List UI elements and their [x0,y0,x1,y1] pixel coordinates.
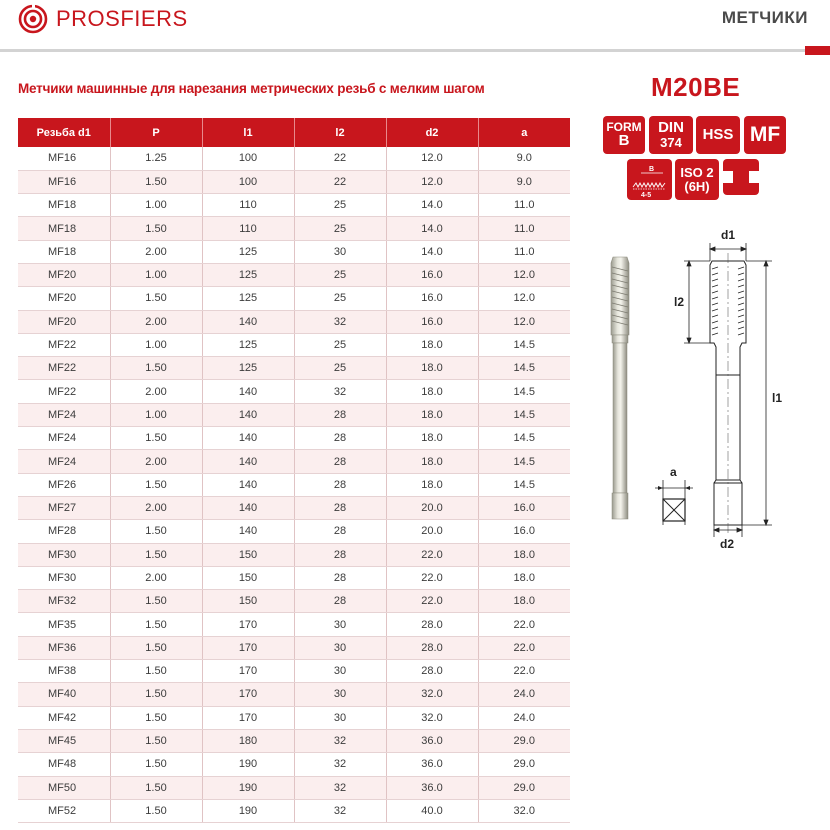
table-cell: 28 [294,590,386,613]
label-l2: l2 [674,295,685,309]
table-cell: 18.0 [478,566,570,589]
column-header: P [110,118,202,147]
table-row [18,357,570,380]
table-row [18,799,570,822]
table-cell: 18.0 [386,450,478,473]
table-cell: 25 [294,287,386,310]
table-cell: 1.50 [110,683,202,706]
table-cell: 14.0 [386,194,478,217]
table-cell: 29.0 [478,753,570,776]
table-row [18,240,570,263]
table-cell: 140 [202,450,294,473]
square-drive-symbol [655,480,693,525]
table-cell: MF28 [18,520,110,543]
table-cell: MF22 [18,357,110,380]
table-cell: 30 [294,683,386,706]
table-row [18,729,570,752]
table-cell: 22 [294,170,386,193]
table-cell: 1.00 [110,333,202,356]
table-header-row [18,118,570,147]
svg-text:B: B [649,166,655,173]
table-cell: 30 [294,636,386,659]
table-cell: 1.50 [110,799,202,822]
table-cell: 16.0 [386,287,478,310]
table-cell: 20.0 [386,520,478,543]
table-cell: 22.0 [478,660,570,683]
table-cell: 12.0 [478,287,570,310]
table-row [18,566,570,589]
table-cell: 1.50 [110,613,202,636]
table-cell: 14.5 [478,333,570,356]
chamfer-profile-icon [627,159,672,200]
table-cell: 190 [202,799,294,822]
table-cell: 1.50 [110,473,202,496]
table-cell: 32 [294,729,386,752]
table-cell: MF32 [18,590,110,613]
tap-schematic [600,225,800,555]
din-374-badge: DIN 374 [649,116,693,154]
table-cell: 18.0 [386,473,478,496]
table-cell: 32 [294,799,386,822]
top-bar [0,0,830,62]
table-cell: 11.0 [478,217,570,240]
table-cell: 1.25 [110,147,202,170]
table-cell: 25 [294,263,386,286]
table-cell: 16.0 [478,496,570,519]
label-d2: d2 [720,537,735,551]
table-cell: 32 [294,310,386,333]
table-row [18,403,570,426]
table-cell: 28 [294,566,386,589]
table-cell: 14.5 [478,357,570,380]
table-cell: 25 [294,333,386,356]
table-cell: 30 [294,706,386,729]
table-cell: 1.50 [110,357,202,380]
table-row [18,496,570,519]
table-row [18,753,570,776]
header-divider [0,46,830,55]
feature-badges [603,116,803,216]
table-cell: MF35 [18,613,110,636]
table-cell: 1.50 [110,170,202,193]
spec-table-container [18,118,570,830]
table-cell: MF24 [18,450,110,473]
table-cell: 28 [294,543,386,566]
table-cell: 170 [202,660,294,683]
table-cell: 29.0 [478,776,570,799]
table-cell: 1.50 [110,427,202,450]
product-subtitle: Метчики машинные для нарезания метрических резьб с мелким шагом [18,81,485,96]
table-cell: 1.50 [110,753,202,776]
table-cell: MF16 [18,147,110,170]
table-cell: MF16 [18,170,110,193]
column-header: Резьба d1 [18,118,110,147]
spec-table [18,118,570,823]
table-row [18,660,570,683]
label-l1: l1 [772,391,783,405]
table-cell: MF27 [18,496,110,519]
table-row [18,636,570,659]
table-cell: 125 [202,357,294,380]
table-row [18,613,570,636]
table-cell: 14.5 [478,450,570,473]
table-cell: 22.0 [478,636,570,659]
table-cell: 140 [202,496,294,519]
product-model: M20BE [651,72,741,102]
table-cell: 22.0 [386,566,478,589]
label-a: a [670,465,677,479]
table-cell: MF26 [18,473,110,496]
table-cell: 30 [294,613,386,636]
table-cell: MF18 [18,194,110,217]
table-row [18,147,570,170]
table-cell: MF36 [18,636,110,659]
table-cell: 32.0 [386,706,478,729]
table-cell: MF48 [18,753,110,776]
table-cell: 30 [294,660,386,683]
table-cell: 2.00 [110,380,202,403]
table-cell: 28 [294,473,386,496]
table-cell: 110 [202,194,294,217]
table-cell: 36.0 [386,729,478,752]
table-cell: 190 [202,753,294,776]
table-cell: 36.0 [386,753,478,776]
table-cell: 28 [294,496,386,519]
form-b-badge: FORM B [603,116,645,154]
column-header: l2 [294,118,386,147]
table-cell: 1.50 [110,590,202,613]
table-cell: 25 [294,217,386,240]
table-cell: 20.0 [386,496,478,519]
table-cell: 14.5 [478,380,570,403]
table-cell: 1.50 [110,706,202,729]
table-cell: 1.50 [110,520,202,543]
table-cell: MF18 [18,217,110,240]
table-row [18,194,570,217]
table-cell: 140 [202,427,294,450]
tap-drawing [600,225,800,555]
table-cell: 2.00 [110,240,202,263]
table-cell: 12.0 [386,147,478,170]
table-row [18,776,570,799]
table-cell: 100 [202,147,294,170]
table-cell: 1.50 [110,636,202,659]
table-row [18,520,570,543]
table-cell: 1.50 [110,776,202,799]
table-cell: MF24 [18,427,110,450]
table-cell: 16.0 [386,310,478,333]
table-row [18,263,570,286]
table-cell: 18.0 [386,380,478,403]
table-row [18,380,570,403]
table-cell: 140 [202,380,294,403]
table-cell: 25 [294,194,386,217]
table-row [18,427,570,450]
table-cell: 170 [202,636,294,659]
table-row [18,473,570,496]
table-cell: 28 [294,450,386,473]
table-cell: 14.0 [386,217,478,240]
table-cell: 24.0 [478,683,570,706]
table-cell: 14.0 [386,240,478,263]
table-cell: 190 [202,776,294,799]
tap-photo [611,257,629,519]
table-cell: 22.0 [478,613,570,636]
table-cell: 1.00 [110,403,202,426]
table-cell: 2.00 [110,450,202,473]
label-d1: d1 [721,228,736,242]
table-row [18,543,570,566]
table-body [18,147,570,823]
table-cell: 32.0 [478,799,570,822]
table-cell: 125 [202,333,294,356]
brand-target-icon [18,4,48,34]
column-header: a [478,118,570,147]
table-cell: MF30 [18,543,110,566]
table-cell: 28 [294,403,386,426]
table-cell: 32 [294,380,386,403]
table-cell: 12.0 [478,310,570,333]
table-cell: 9.0 [478,147,570,170]
table-cell: 125 [202,240,294,263]
table-cell: 1.50 [110,729,202,752]
table-cell: 100 [202,170,294,193]
table-cell: 12.0 [478,263,570,286]
table-cell: 24.0 [478,706,570,729]
table-cell: MF20 [18,263,110,286]
table-cell: 140 [202,403,294,426]
table-cell: 2.00 [110,566,202,589]
column-header: d2 [386,118,478,147]
table-cell: 32 [294,776,386,799]
svg-text:4-5: 4-5 [641,192,652,199]
table-cell: 25 [294,357,386,380]
table-cell: 32.0 [386,683,478,706]
table-cell: 110 [202,217,294,240]
table-row [18,310,570,333]
table-cell: 32 [294,753,386,776]
mf-badge: MF [744,116,786,154]
table-cell: 170 [202,613,294,636]
table-cell: 40.0 [386,799,478,822]
table-cell: MF42 [18,706,110,729]
section-title: МЕТЧИКИ [721,8,808,27]
table-cell: 18.0 [478,543,570,566]
table-row [18,706,570,729]
table-cell: 16.0 [386,263,478,286]
table-cell: 14.5 [478,473,570,496]
table-row [18,450,570,473]
table-cell: 11.0 [478,240,570,263]
iso-2-6h-badge: ISO 2 (6H) [675,159,719,200]
table-cell: 28 [294,427,386,450]
table-cell: 1.50 [110,287,202,310]
table-cell: 2.00 [110,496,202,519]
table-cell: 140 [202,473,294,496]
table-cell: 28.0 [386,613,478,636]
table-cell: 150 [202,590,294,613]
table-cell: MF50 [18,776,110,799]
table-cell: 18.0 [386,427,478,450]
column-header: l1 [202,118,294,147]
table-cell: MF22 [18,380,110,403]
table-cell: 22 [294,147,386,170]
table-cell: MF20 [18,287,110,310]
thread-chamfer-badge [627,159,672,200]
table-cell: 2.00 [110,310,202,333]
table-cell: MF18 [18,240,110,263]
table-cell: 170 [202,706,294,729]
table-cell: 16.0 [478,520,570,543]
table-cell: 18.0 [386,333,478,356]
table-cell: 1.50 [110,217,202,240]
table-cell: 28 [294,520,386,543]
table-cell: MF38 [18,660,110,683]
table-cell: 1.00 [110,194,202,217]
table-row [18,333,570,356]
brand-name: PROSFIERS [56,6,188,31]
table-cell: 1.00 [110,263,202,286]
table-cell: 28.0 [386,636,478,659]
table-cell: 14.5 [478,427,570,450]
table-row [18,590,570,613]
table-row [18,287,570,310]
table-row [18,170,570,193]
hss-badge: HSS [696,116,740,154]
table-cell: 36.0 [386,776,478,799]
table-cell: 11.0 [478,194,570,217]
table-cell: 140 [202,310,294,333]
table-cell: 150 [202,543,294,566]
table-cell: 22.0 [386,543,478,566]
table-cell: 125 [202,287,294,310]
table-cell: 12.0 [386,170,478,193]
table-cell: 140 [202,520,294,543]
table-cell: 28.0 [386,660,478,683]
table-cell: 1.50 [110,543,202,566]
table-cell: 150 [202,566,294,589]
table-cell: 180 [202,729,294,752]
table-cell: 170 [202,683,294,706]
table-cell: 22.0 [386,590,478,613]
table-cell: 125 [202,263,294,286]
table-cell: MF40 [18,683,110,706]
table-cell: 29.0 [478,729,570,752]
shank-profile-icon [723,159,759,195]
table-cell: MF45 [18,729,110,752]
table-cell: 1.50 [110,660,202,683]
table-cell: 18.0 [386,403,478,426]
table-cell: MF24 [18,403,110,426]
table-row [18,683,570,706]
table-cell: 14.5 [478,403,570,426]
table-row [18,217,570,240]
table-cell: 18.0 [386,357,478,380]
table-cell: 9.0 [478,170,570,193]
table-cell: MF52 [18,799,110,822]
brand-logo[interactable] [18,4,218,34]
dimension-l2 [684,261,710,343]
table-cell: MF30 [18,566,110,589]
table-cell: 30 [294,240,386,263]
table-cell: MF22 [18,333,110,356]
table-cell: MF20 [18,310,110,333]
table-cell: 18.0 [478,590,570,613]
